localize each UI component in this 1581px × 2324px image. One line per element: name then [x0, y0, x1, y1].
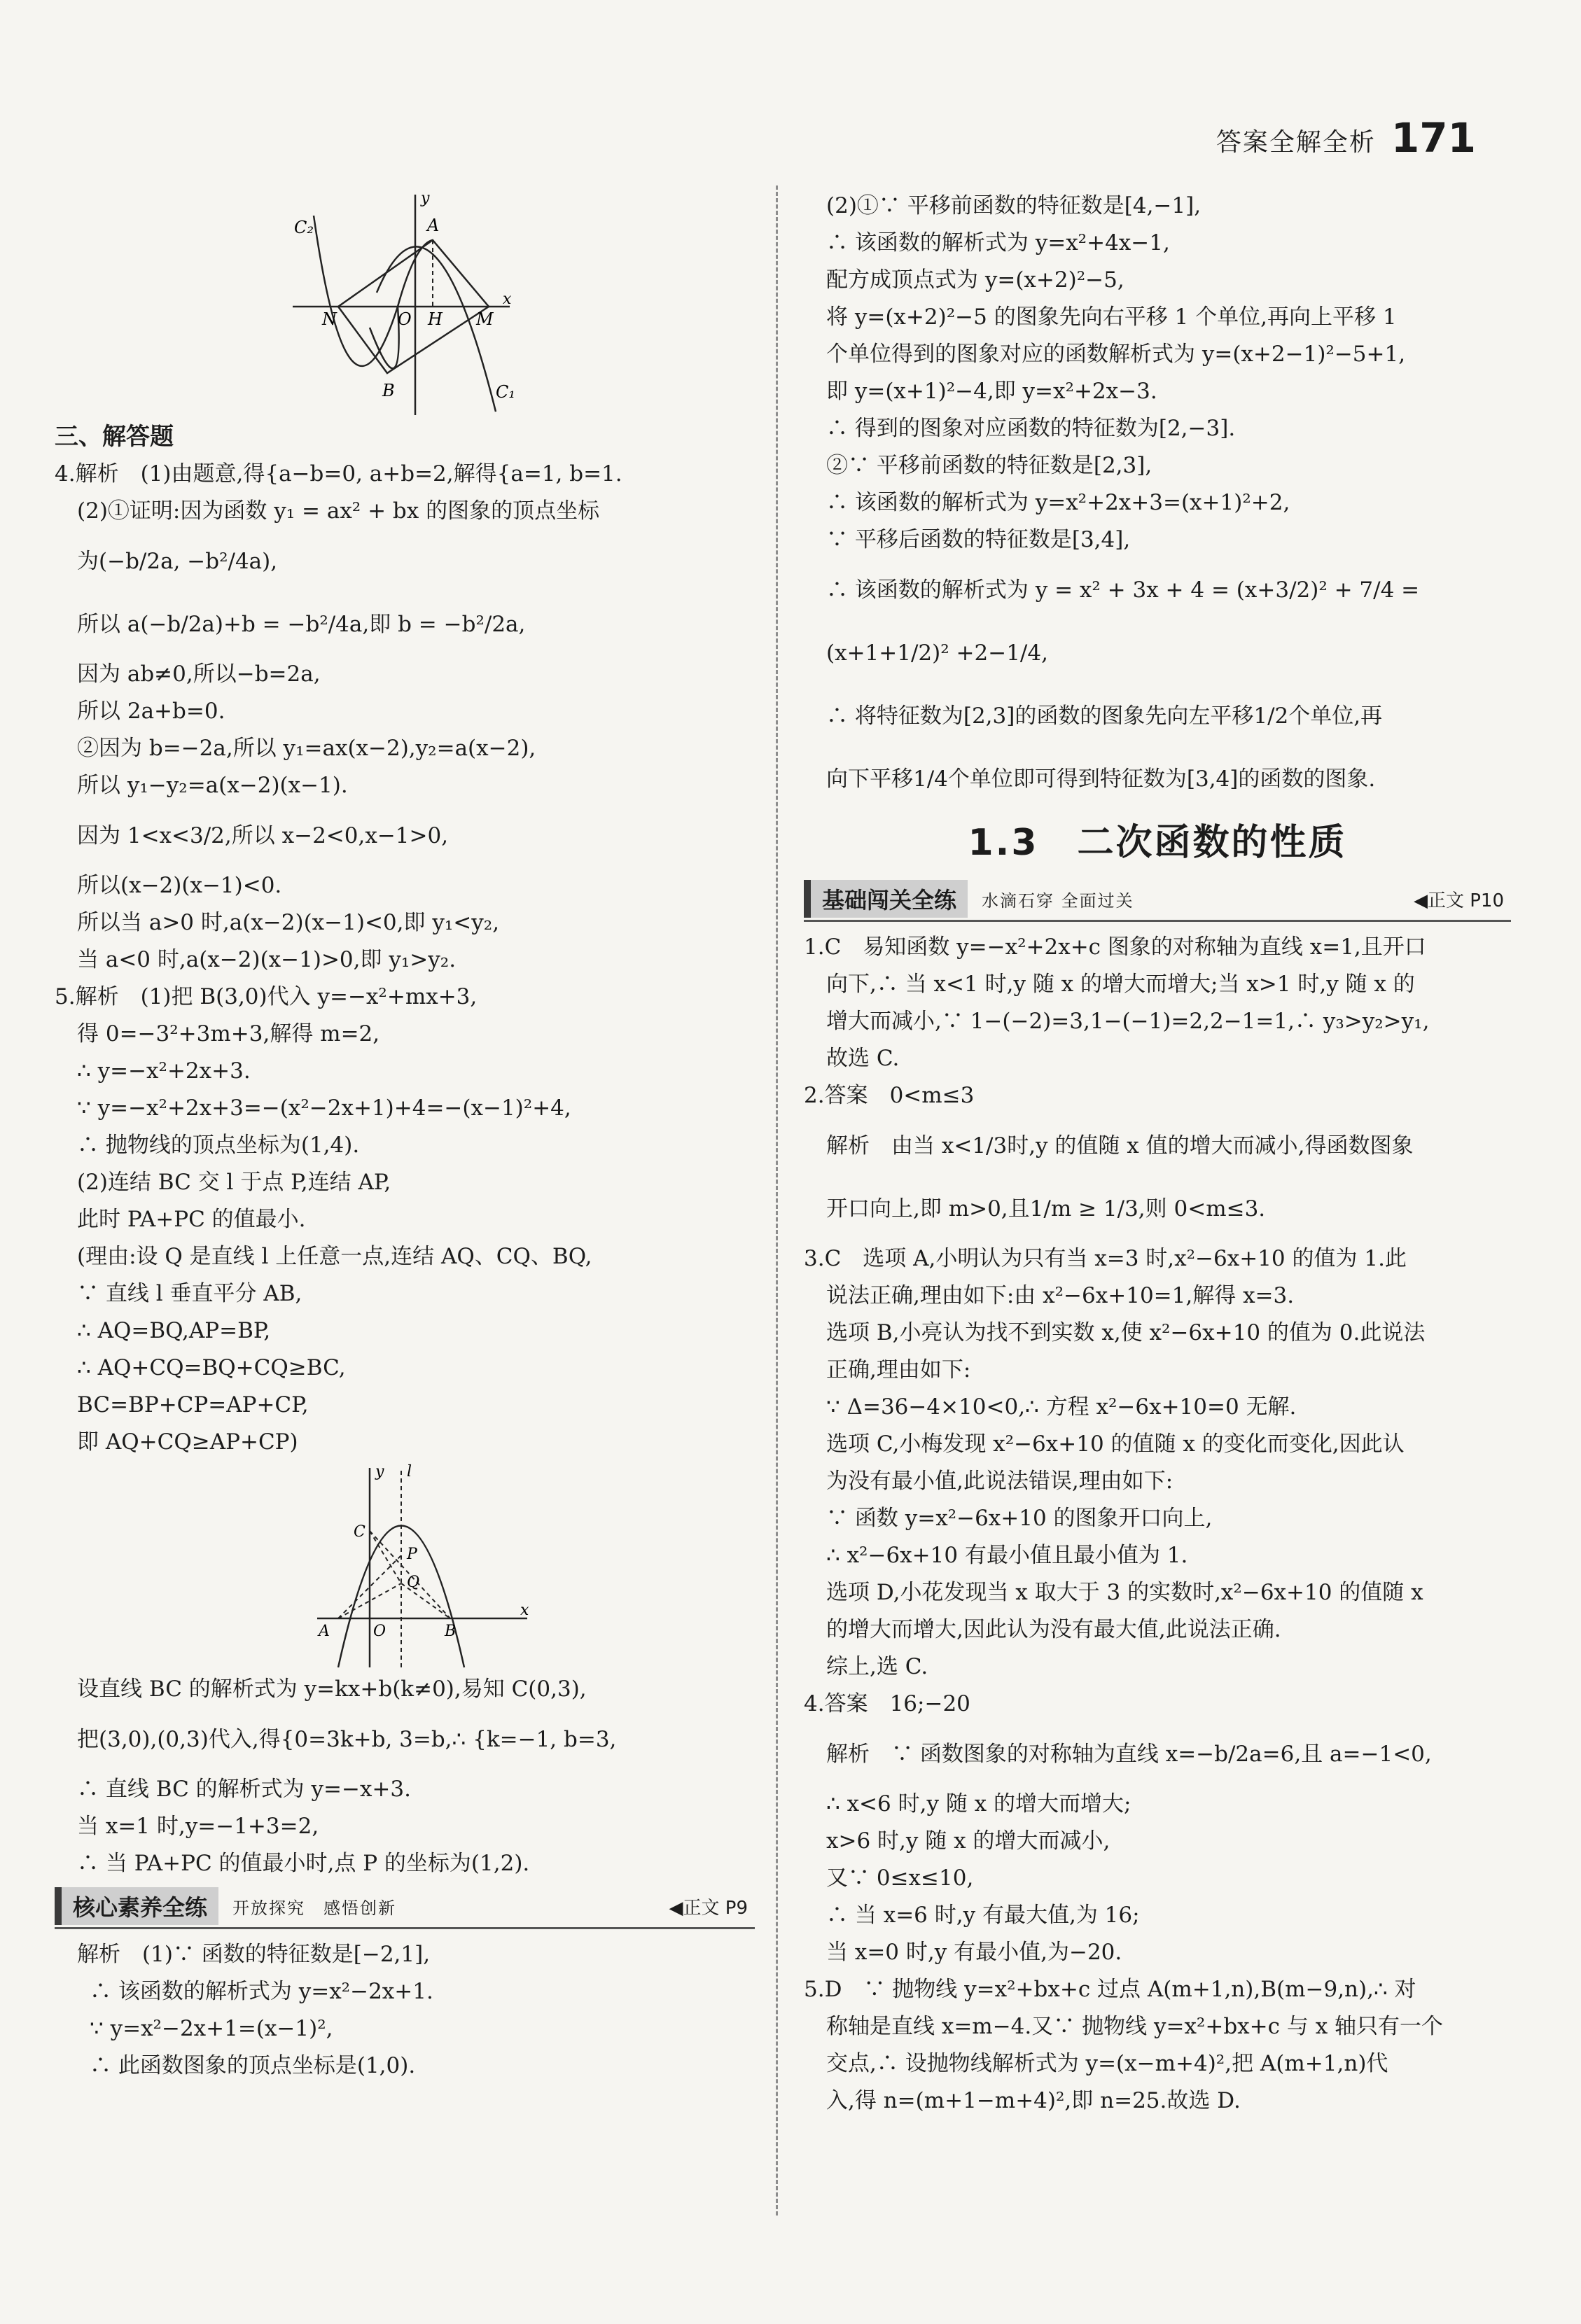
ans-line-9: 说法正确,理由如下:由 x²−6x+10=1,解得 x=3.: [826, 1283, 1295, 1308]
ans-line-16: ∴ x²−6x+10 有最小值且最小值为 1.: [826, 1543, 1188, 1568]
q5b-line-5: ∴ 当 PA+PC 的值最小时,点 P 的坐标为(1,2).: [77, 1851, 530, 1876]
ans-line-3: 增大而减小,∵ 1−(−2)=3,1−(−1)=2,2−1=1,∴ y₃>y₂>y₁,: [826, 1009, 1430, 1034]
ans-line-13: 选项 C,小梅发现 x²−6x+10 的值随 x 的变化而变化,因此认: [826, 1432, 1405, 1457]
ans-line-17: 选项 D,小花发现当 x 取大于 3 的实数时,x²−6x+10 的值随 x: [826, 1580, 1423, 1605]
ans-line-15: ∵ 函数 y=x²−6x+10 的图象开口向上,: [826, 1506, 1213, 1531]
q5b-line-2: 把(3,0),(0,3)代入,得{0=3k+b, 3=b,∴ {k=−1, b=3,: [77, 1727, 617, 1752]
band-subtitle-core: 开放探究 感悟创新: [232, 1898, 397, 1918]
ans-line-1: 1.C 易知函数 y=−x²+2x+c 图象的对称轴为直线 x=1,且开口: [804, 934, 1426, 960]
ans-line-20: 4.答案 16;−20: [804, 1691, 970, 1716]
ans-line-11: 正确,理由如下:: [826, 1357, 971, 1382]
ans-line-14: 为没有最小值,此说法错误,理由如下:: [826, 1469, 1173, 1494]
ans-line-18: 的增大而增大,因此认为没有最大值,此说法正确.: [826, 1617, 1281, 1642]
cont-line-4: 将 y=(x+2)²−5 的图象先向右平移 1 个单位,再向上平移 1: [826, 304, 1397, 330]
band-tag-core: 核心素养全练: [55, 1887, 218, 1925]
cont-line-2: ∴ 该函数的解析式为 y=x²+4x−1,: [826, 230, 1170, 255]
cont-line-8: ②∵ 平移前函数的特征数是[2,3],: [826, 453, 1152, 478]
cont-line-14: 向下平移1/4个单位即可得到特征数为[3,4]的函数的图象.: [826, 766, 1376, 792]
cont-line-9: ∴ 该函数的解析式为 y=x²+2x+3=(x+1)²+2,: [826, 490, 1290, 515]
q4-line-4: 所以 a(−b/2a)+b = −b²/4a,即 b = −b²/2a,: [77, 612, 526, 637]
core-line-1: 解析 (1)∵ 函数的特征数是[−2,1],: [77, 1942, 431, 1967]
figure-parabolas-c1-c2: [286, 188, 517, 419]
q5-line-8: (理由:设 Q 是直线 l 上任意一点,连结 AQ、CQ、BQ,: [77, 1244, 592, 1269]
cont-line-12: (x+1+1/2)² +2−1/4,: [826, 640, 1048, 666]
ans-line-21: 解析 ∵ 函数图象的对称轴为直线 x=−b/2a=6,且 a=−1<0,: [826, 1742, 1432, 1767]
ans-line-23: x>6 时,y 随 x 的增大而减小,: [826, 1828, 1110, 1854]
q4-line-1: 4.解析 (1)由题意,得{a−b=0, a+b=2,解得{a=1, b=1.: [55, 461, 622, 486]
cont-line-1: (2)①∵ 平移前函数的特征数是[4,−1],: [826, 193, 1202, 218]
q4-line-7: ②因为 b=−2a,所以 y₁=ax(x−2),y₂=a(x−2),: [77, 736, 536, 761]
cont-line-5: 个单位得到的图象对应的函数解析式为 y=(x+2−1)²−5+1,: [826, 342, 1406, 367]
q4-line-9: 因为 1<x<3/2,所以 x−2<0,x−1>0,: [77, 823, 449, 848]
label-c2: C₂: [294, 218, 314, 237]
fig2-label-p: P: [407, 1546, 417, 1563]
ans-line-5: 2.答案 0<m≤3: [804, 1083, 975, 1108]
q5-line-9: ∵ 直线 l 垂直平分 AB,: [77, 1281, 302, 1306]
cont-line-3: 配方成顶点式为 y=(x+2)²−5,: [826, 267, 1124, 293]
label-b: B: [382, 381, 395, 400]
label-h: H: [428, 309, 443, 329]
q5-line-12: BC=BP+CP=AP+CP,: [77, 1392, 309, 1418]
band-tag-basic: 基础闯关全练: [804, 880, 968, 918]
ans-line-7: 开口向上,即 m>0,且1/m ≥ 1/3,则 0<m≤3.: [826, 1196, 1266, 1222]
q5-line-10: ∴ AQ=BQ,AP=BP,: [77, 1318, 271, 1343]
q4-line-2: (2)①证明:因为函数 y₁ = ax² + bx 的图象的顶点坐标: [77, 498, 600, 524]
label-x: x: [503, 290, 512, 308]
q5b-line-3: ∴ 直线 BC 的解析式为 y=−x+3.: [77, 1777, 411, 1802]
fig2-label-a: A: [319, 1623, 330, 1640]
q4-line-10: 所以(x−2)(x−1)<0.: [77, 873, 282, 898]
ans-line-6: 解析 由当 x<1/3时,y 的值随 x 值的增大而减小,得函数图象: [826, 1133, 1414, 1158]
q5-line-7: 此时 PA+PC 的值最小.: [77, 1207, 306, 1232]
q5b-line-1: 设直线 BC 的解析式为 y=kx+b(k≠0),易知 C(0,3),: [77, 1676, 587, 1702]
ans-line-30: 入,得 n=(m+1−m+4)²,即 n=25.故选 D.: [826, 2088, 1241, 2113]
figure-parabola-bc: [310, 1461, 534, 1671]
q5-line-1: 5.解析 (1)把 B(3,0)代入 y=−x²+mx+3,: [55, 984, 478, 1009]
chapter-title: 1.3 二次函数的性质: [968, 822, 1347, 864]
page-header: [1216, 114, 1476, 162]
ans-line-8: 3.C 选项 A,小明认为只有当 x=3 时,x²−6x+10 的值为 1.此: [804, 1246, 1407, 1271]
ans-line-12: ∵ Δ=36−4×10<0,∴ 方程 x²−6x+10=0 无解.: [826, 1394, 1297, 1420]
q5-line-4: ∵ y=−x²+2x+3=−(x²−2x+1)+4=−(x−1)²+4,: [77, 1096, 571, 1121]
fig2-label-o: O: [373, 1623, 386, 1640]
q5-line-13: 即 AQ+CQ≥AP+CP): [77, 1429, 298, 1455]
cont-line-7: ∴ 得到的图象对应函数的特征数为[2,−3].: [826, 416, 1236, 441]
basic-practice-band: [804, 878, 1511, 922]
page-number: 171: [1391, 114, 1476, 162]
q5-line-6: (2)连结 BC 交 l 于点 P,连结 AP,: [77, 1170, 391, 1195]
fig2-label-y: y: [375, 1463, 384, 1480]
q5-line-2: 得 0=−3²+3m+3,解得 m=2,: [77, 1021, 380, 1046]
q4-line-12: 当 a<0 时,a(x−2)(x−1)>0,即 y₁>y₂.: [77, 947, 457, 972]
label-c1: C₁: [496, 382, 515, 402]
fig2-label-x: x: [520, 1602, 529, 1619]
cont-line-11: ∴ 该函数的解析式为 y = x² + 3x + 4 = (x+3/2)² + 7/4 =: [826, 578, 1420, 603]
ans-line-22: ∴ x<6 时,y 随 x 的增大而增大;: [826, 1791, 1131, 1816]
q4-line-8: 所以 y₁−y₂=a(x−2)(x−1).: [77, 773, 348, 798]
ans-line-26: 当 x=0 时,y 有最小值,为−20.: [826, 1940, 1122, 1965]
q5-line-11: ∴ AQ+CQ=BQ+CQ≥BC,: [77, 1355, 346, 1380]
ans-line-27: 5.D ∵ 抛物线 y=x²+bx+c 过点 A(m+1,n),B(m−9,n),∴ 对: [804, 1977, 1416, 2002]
ans-line-4: 故选 C.: [826, 1046, 900, 1071]
fig2-label-q: Q: [407, 1574, 420, 1591]
ans-line-29: 交点,∴ 设抛物线解析式为 y=(x−m+4)²,把 A(m+1,n)代: [826, 2051, 1388, 2076]
ans-line-25: ∴ 当 x=6 时,y 有最大值,为 16;: [826, 1903, 1140, 1928]
q4-line-11: 所以当 a>0 时,a(x−2)(x−1)<0,即 y₁<y₂,: [77, 910, 500, 935]
band-ref-basic: ◀正文 P10: [1413, 890, 1504, 911]
fig2-label-l: l: [407, 1463, 412, 1480]
header-label: 答案全解全析: [1216, 128, 1376, 157]
core-line-3: ∵ y=x²−2x+1=(x−1)²,: [90, 2016, 333, 2041]
ans-line-28: 称轴是直线 x=m−4.又∵ 抛物线 y=x²+bx+c 与 x 轴只有一个: [826, 2014, 1444, 2039]
ans-line-19: 综上,选 C.: [826, 1654, 928, 1679]
q5b-line-4: 当 x=1 时,y=−1+3=2,: [77, 1814, 319, 1839]
ans-line-10: 选项 B,小亮认为找不到实数 x,使 x²−6x+10 的值为 0.此说法: [826, 1320, 1426, 1345]
core-line-4: ∴ 此函数图象的顶点坐标是(1,0).: [90, 2053, 416, 2078]
column-divider: [776, 186, 778, 2216]
q4-line-3: 为(−b/2a, −b²/4a),: [77, 549, 278, 574]
label-o: O: [398, 309, 412, 329]
core-line-2: ∴ 该函数的解析式为 y=x²−2x+1.: [90, 1979, 433, 2004]
label-m: M: [476, 309, 494, 329]
ans-line-2: 向下,∴ 当 x<1 时,y 随 x 的增大而增大;当 x>1 时,y 随 x 的: [826, 972, 1415, 997]
left-column: [55, 188, 755, 2232]
core-literacy-band: [55, 1885, 755, 1929]
label-a: A: [427, 216, 440, 235]
label-n: N: [322, 309, 337, 329]
ans-line-24: 又∵ 0≤x≤10,: [826, 1865, 974, 1891]
q4-line-5: 因为 ab≠0,所以−b=2a,: [77, 662, 321, 687]
right-column: [804, 188, 1511, 2120]
cont-line-6: 即 y=(x+1)²−4,即 y=x²+2x−3.: [826, 379, 1157, 404]
band-ref-core: ◀正文 P9: [669, 1897, 748, 1919]
cont-line-10: ∵ 平移后函数的特征数是[3,4],: [826, 527, 1131, 552]
cont-line-13: ∴ 将特征数为[2,3]的函数的图象先向左平移1/2个单位,再: [826, 704, 1383, 729]
label-y: y: [421, 190, 430, 207]
q5-line-3: ∴ y=−x²+2x+3.: [77, 1058, 251, 1084]
fig2-label-b: B: [445, 1623, 457, 1640]
section-title: 三、解答题: [55, 423, 174, 451]
q5-line-5: ∴ 抛物线的顶点坐标为(1,4).: [77, 1133, 360, 1158]
q4-line-6: 所以 2a+b=0.: [77, 699, 225, 724]
band-subtitle-basic: 水滴石穿 全面过关: [982, 890, 1134, 911]
fig2-label-c: C: [354, 1523, 365, 1541]
